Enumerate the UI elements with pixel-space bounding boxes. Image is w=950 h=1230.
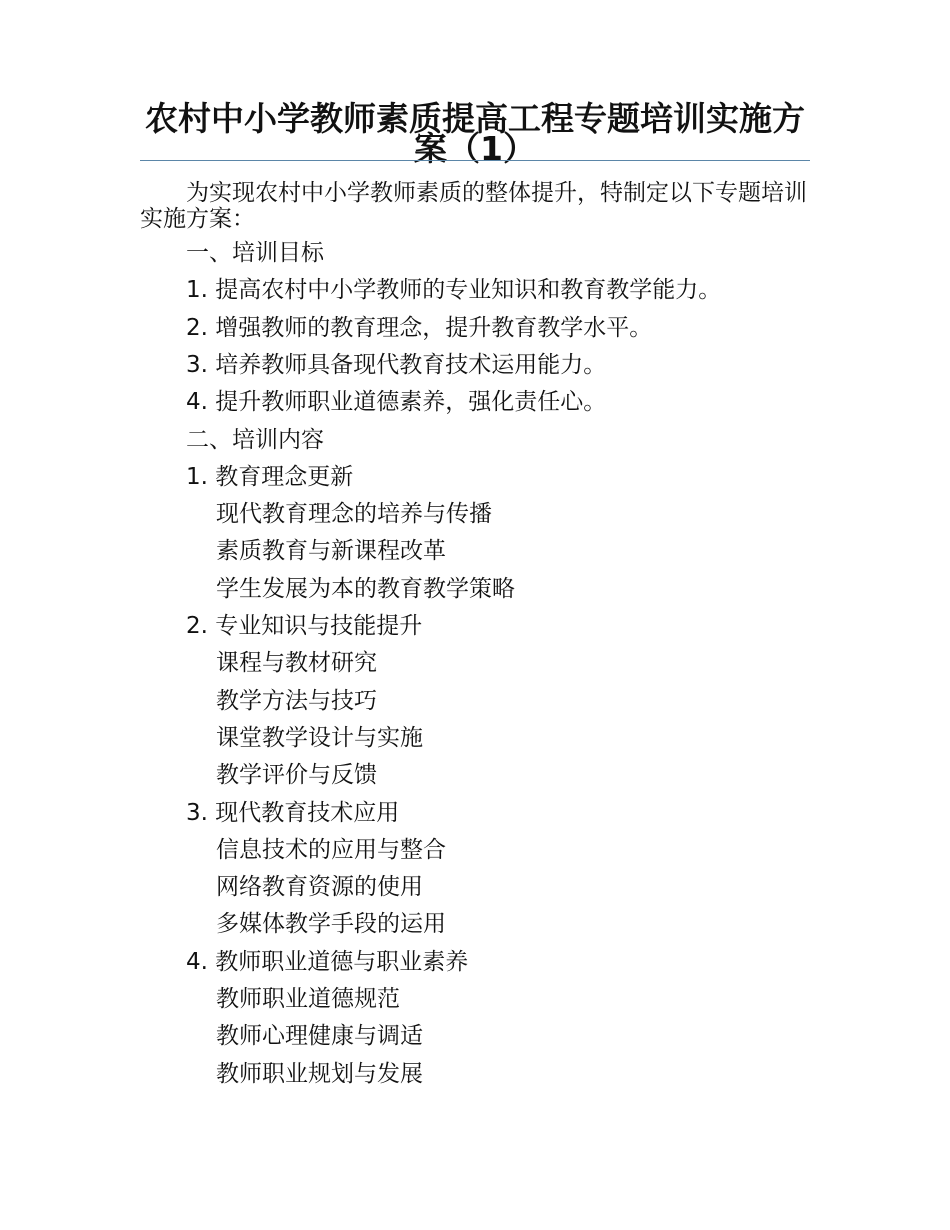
- list-item: 2. 增强教师的教育理念，提升教育教学水平。: [186, 314, 653, 341]
- sub-item: 教师职业规划与发展: [216, 1060, 423, 1087]
- sub-item: 教师心理健康与调适: [216, 1023, 423, 1050]
- sub-item: 现代教育理念的培养与传播: [216, 501, 492, 528]
- sub-item: 教师职业道德规范: [216, 986, 400, 1012]
- list-item: 3. 培养教师具备现代教育技术运用能力。: [186, 351, 607, 378]
- sub-item: 信息技术的应用与整合: [216, 836, 446, 863]
- list-item: 2. 专业知识与技能提升: [186, 613, 423, 639]
- sub-item: 课堂教学设计与实施: [216, 724, 423, 751]
- list-item: 4. 教师职业道德与职业素养: [186, 948, 469, 975]
- sub-item: 课程与教材研究: [216, 650, 377, 677]
- sub-item: 教学评价与反馈: [216, 762, 377, 789]
- sub-item: 多媒体教学手段的运用: [216, 911, 446, 938]
- list-item: 1. 提高农村中小学教师的专业知识和教育教学能力。: [186, 277, 722, 304]
- list-item: 一、培训目标: [186, 240, 324, 266]
- sub-item: 教学方法与技巧: [216, 687, 377, 714]
- title-underline: [140, 160, 810, 161]
- list-item: 1. 教育理念更新: [186, 463, 354, 490]
- sub-item: 学生发展为本的教育教学策略: [216, 575, 515, 602]
- list-item: 3. 现代教育技术应用: [186, 799, 400, 826]
- list-item: 4. 提升教师职业道德素养，强化责任心。: [186, 389, 607, 416]
- sub-item: 网络教育资源的使用: [216, 874, 423, 901]
- sub-item: 素质教育与新课程改革: [216, 538, 446, 565]
- document-title: 农村中小学教师素质提高工程专题培训实施方案（1）: [145, 99, 805, 168]
- list-item: 二、培训内容: [186, 426, 324, 453]
- intro-paragraph: 为实现农村中小学教师素质的整体提升，特制定以下专题培训实施方案：: [140, 180, 807, 232]
